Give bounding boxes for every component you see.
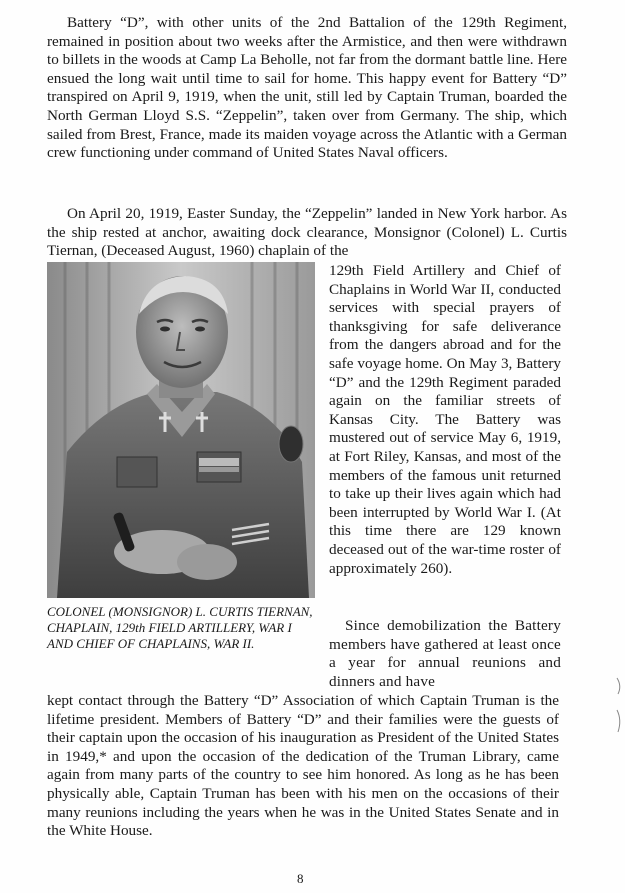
paragraph-reunions-continued: kept contact through the Battery “D” Association of which Captain Truman is the lifetime president. Members of Battery “D” and their families were the guests of their captain upon the occasion of his inauguration as President of the United States in 1949,* and upon the occasion of the dedication of the Truman Library, came again from many parts of the country to see him honored. As long as he has been physically able, Captain Truman has been with his men on the occasions of their many reunions including the years when he was in the United States Senate and in the White House. bbox=[47, 692, 559, 840]
photo-caption: COLONEL (MONSIGNOR) L. CURTIS TIERNAN, CHAPLAIN, 129th FIELD ARTILLERY, WAR I AND CHIEF OF CHAPLAINS, WAR II. bbox=[47, 604, 313, 652]
portrait-photo bbox=[47, 262, 315, 598]
paragraph-new-york-arrival: On April 20, 1919, Easter Sunday, the “Zeppelin” landed in New York harbor. As the ship rested at anchor, awaiting dock clearance, Monsignor (Colonel) L. Curtis Tiernan, (Deceased August, 1960) chaplain of the bbox=[47, 205, 567, 260]
paragraph-reunions-start: Since demobilization the Battery members have gathered at least once a year for annual reunions and dinners and have bbox=[329, 617, 561, 690]
portrait-illustration bbox=[47, 262, 315, 598]
margin-scan-marks bbox=[614, 676, 624, 736]
page-number: 8 bbox=[297, 871, 304, 886]
paragraph-armistice: Battery “D”, with other units of the 2nd Battalion of the 129th Regiment, remained in position about two weeks after the Armistice, and then were withdrawn to billets in the woods at Camp La Beholle, not far from the dormant battle line. Here ensued the long wait until time to sail for home. This happy event for Battery “D” transpired on April 9, 1919, when the unit, still led by Captain Truman, boarded the North German Lloyd S.S. “Zeppelin”, taken over from Germany. The ship, which sailed from Brest, France, made its maiden voyage across the Atlantic with a German crew functioning under command of United States Naval officers. bbox=[47, 14, 567, 162]
paragraph-mustering-out: 129th Field Artillery and Chief of Chaplains in World War II, conducted services with special prayers of thanksgiving for safe deliverance from the dangers abroad and for the safe voyage home. On May 3, Battery “D” and the 129th Regiment paraded again on the familiar streets of Kansas City. The Battery was mustered out of service May 6, 1919, at Fort Riley, Kansas, and most of the members of the famous unit returned to take up their lives again which had been interrupted by World War I. (At this time there are 129 known deceased out of the war-time roster of approximately 260). bbox=[329, 262, 561, 577]
